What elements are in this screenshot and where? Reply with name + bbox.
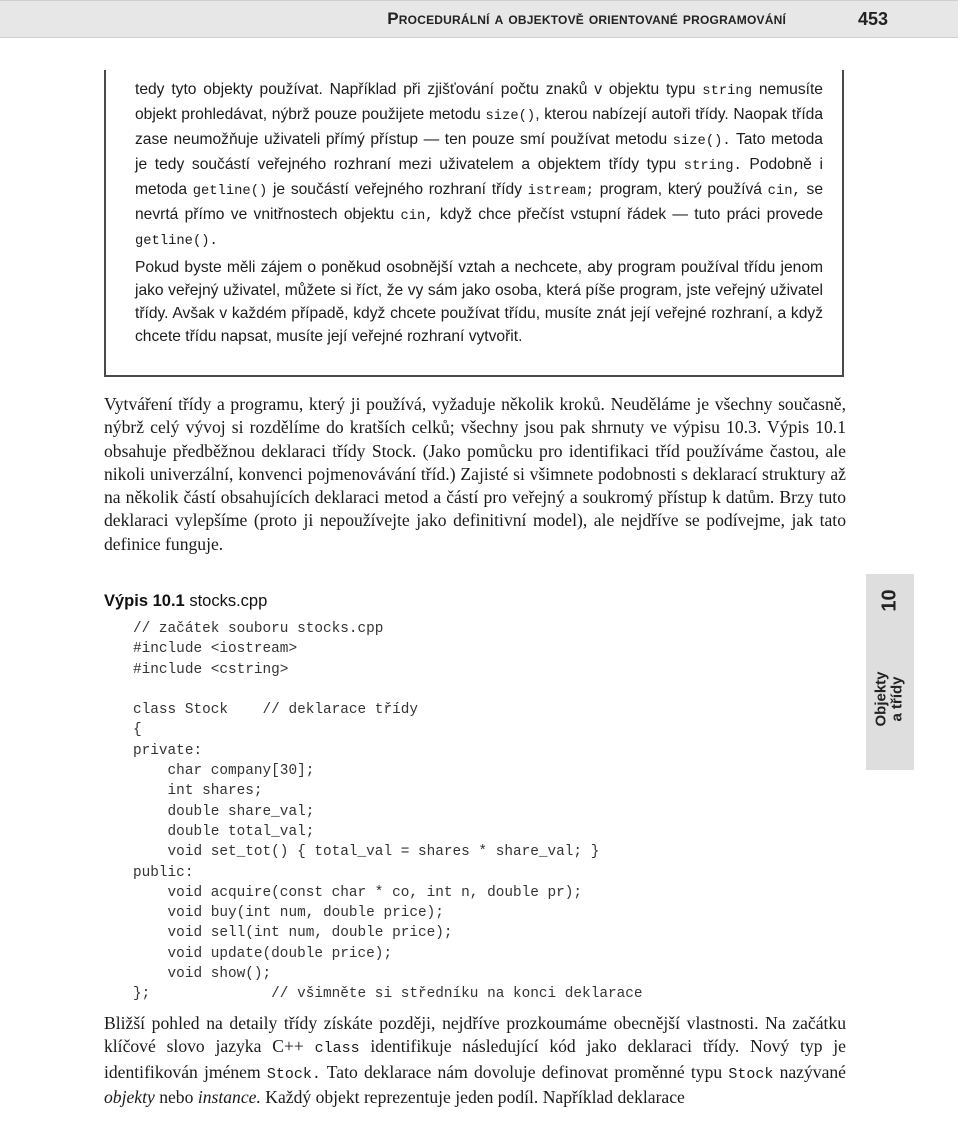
- code-getline: getline(): [192, 184, 268, 199]
- code-size-2: size().: [672, 134, 731, 149]
- text-run: identifikuje následující kód jako deklaraci třídy. Nový typ je identifikován jménem: [104, 1036, 846, 1082]
- listing-label: Výpis 10.1: [104, 592, 185, 610]
- text-run: Podobně i metoda: [135, 156, 823, 198]
- sidebar-box: [104, 70, 844, 377]
- text-run: Tato metoda je tedy součástí veřejného rozhraní mezi uživatelem a objektem třídy typu: [135, 131, 823, 173]
- body-paragraph-1: [104, 393, 846, 556]
- term-objekty: objekty: [104, 1086, 155, 1107]
- paragraph-text: [104, 1012, 846, 1109]
- text-run: Bližší pohled na detaily třídy získáte později, nejdříve prozkoumáme obecnější vlastnosti. Na začátku klíčové slovo jazyka C++: [104, 1013, 846, 1057]
- code-listing: // začátek souboru stocks.cpp #include <iostream> #include <cstring> class Stock // deklarace třídy { private: char company[30]; int shares; double share_val; double total_val; void set_tot() { total_val = shares * share_val; } public: void acquire(const char * co, int n, double pr); void buy(int num, double price); void sell(int num, double price); void update(double price); void show(); }; // všimněte si středníku na konci deklarace: [133, 621, 643, 1003]
- text-run: Tato deklarace nám dovoluje definovat proměnné typu: [326, 1061, 723, 1082]
- text-run: se nevrtá přímo ve vnitřnostech objektu: [135, 181, 823, 223]
- text-run: nebo: [159, 1086, 194, 1107]
- text-run: když chce přečíst vstupní řádek — tuto práci provede: [439, 206, 824, 223]
- sidebar-content: [135, 78, 823, 348]
- body-paragraph-2: [104, 1012, 846, 1109]
- text-run: nazývané: [779, 1061, 846, 1082]
- code-istream: istream;: [527, 184, 594, 199]
- chapter-number: [870, 580, 910, 620]
- text-run: tedy tyto objekty používat. Například při zjišťování počtu znaků v objektu typu: [135, 81, 696, 98]
- sidebar-paragraph-1: [135, 78, 823, 253]
- text-run: je součástí veřejného rozhraní třídy: [272, 181, 523, 198]
- page-number: 453: [857, 9, 888, 29]
- chapter-number-text: 10: [878, 588, 901, 612]
- code-string: string: [702, 84, 752, 99]
- chapter-label: [870, 634, 910, 764]
- text-run: , kterou nabízejí autoři třídy. Naopak třída zase neumožňuje uživateli přímý přístup — ten pouze smí používat metodu: [135, 106, 823, 148]
- chapter-label-line-1: Objekty: [873, 671, 890, 727]
- listing-filename: stocks.cpp: [189, 592, 268, 610]
- text-run: Každý objekt reprezentuje jeden podíl. Například deklarace: [265, 1086, 685, 1107]
- paragraph-text: Vytváření třídy a programu, který ji používá, vyžaduje několik kroků. Neuděláme je všechny současně, nýbrž celý vývoj si rozdělíme do kratších celků; všechny jsou pak shrnuty ve výpisu 10.3. Výpis 10.1 obsahuje předběžnou deklaraci třídy Stock. (Jako pomůcku pro identifikaci tříd používáme častou, ale nikoli univerzální, konvenci pojmenovávání tříd.) Zajisté si všimnete podobnosti s deklarací struktury až na několik částí obsahujících deklaraci metod a částí pro veřejný a soukromý přístup k datům. Brzy tuto deklaraci vylepšíme (proto ji nepoužívejte jako definitivní model), ale nejdříve se podívejme, jak tato definice funguje.: [104, 394, 846, 554]
- code-size: size(): [485, 109, 536, 124]
- listing-title: [104, 592, 267, 611]
- chapter-tab: [866, 574, 914, 770]
- page-header: [0, 0, 958, 38]
- code-cin: cin,: [767, 184, 801, 199]
- code-string-2: string.: [683, 159, 742, 174]
- chapter-label-rotated: [874, 671, 906, 726]
- code-class: class: [314, 1040, 360, 1058]
- running-title: Procedurální a objektově orientované programování: [387, 9, 786, 28]
- code-stock-2: Stock: [728, 1065, 774, 1083]
- code-getline-2: getline().: [135, 234, 218, 249]
- chapter-label-line-2: a třídy: [889, 676, 906, 722]
- term-instance: instance.: [197, 1086, 261, 1107]
- text-run: program, který používá: [599, 181, 762, 198]
- code-stock: Stock.: [266, 1065, 321, 1083]
- code-cin-2: cin,: [400, 209, 434, 224]
- sidebar-paragraph-2: Pokud byste měli zájem o poněkud osobnější vztah a nechcete, aby program používal třídu jenom jako veřejný uživatel, můžete si říct, že vy sám jako osoba, která píše program, jste veřejný uživatel třídy. Avšak v každém případě, když chcete používat třídu, musíte znát její veřejné rozhraní, a když chcete třídu napsat, musíte její veřejné rozhraní vytvořit.: [135, 259, 823, 345]
- text-run: nemusíte objekt prohledávat, nýbrž pouze použijete metodu: [135, 81, 823, 123]
